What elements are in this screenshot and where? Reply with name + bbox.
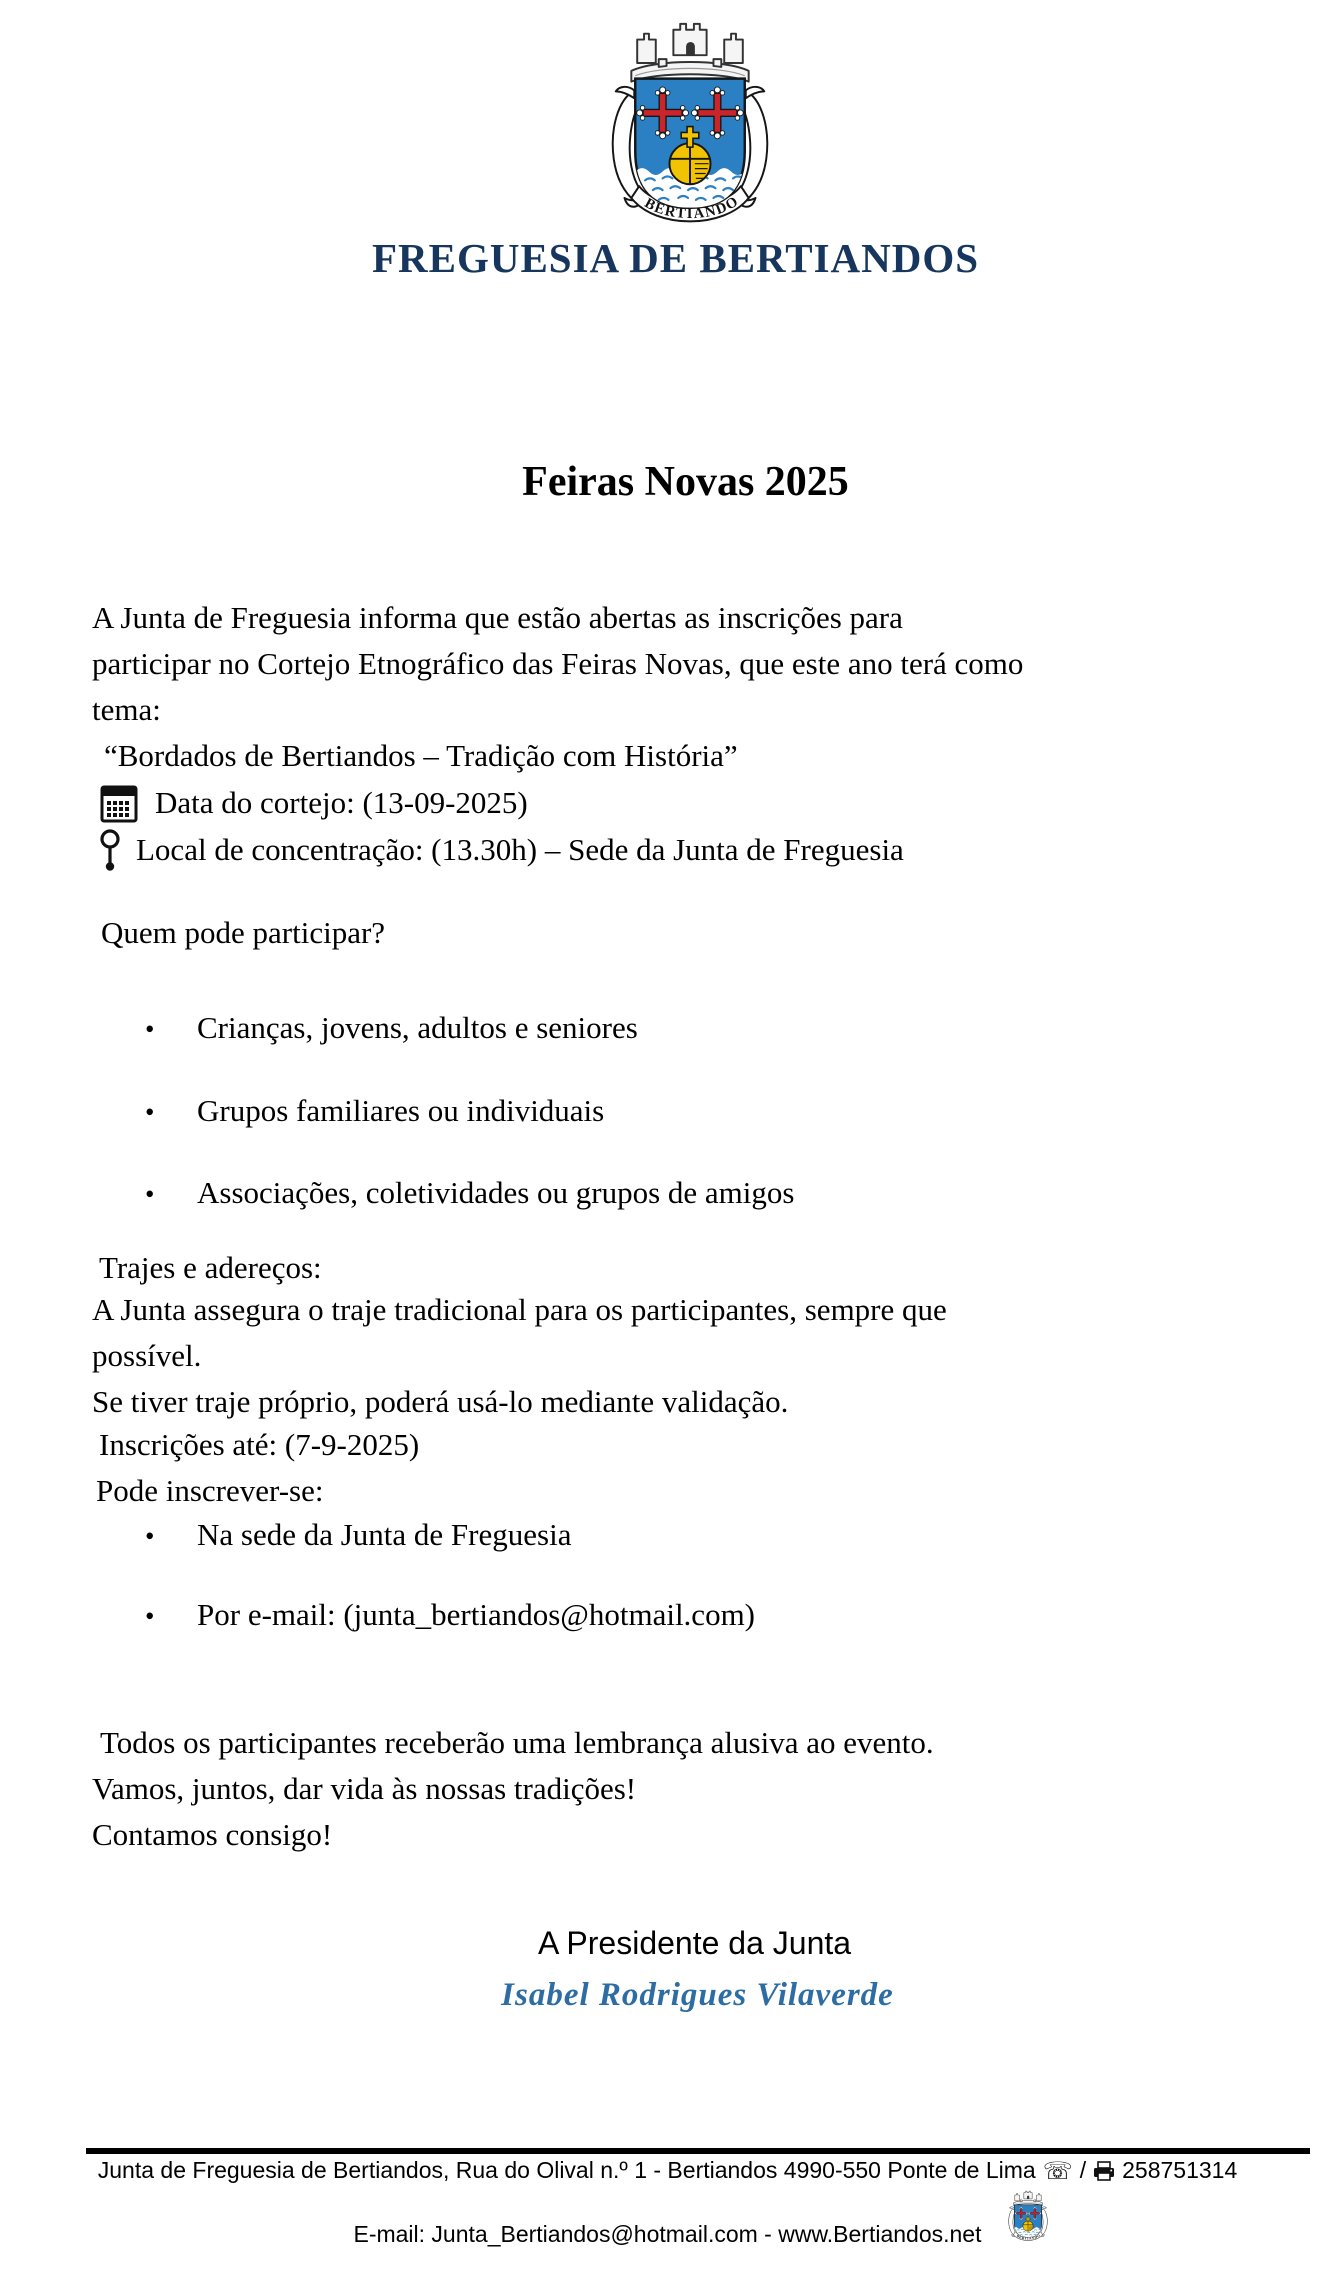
intro-line: A Junta de Freguesia informa que estão abertas as inscrições para (92, 600, 903, 635)
footer-coat-of-arms (1006, 2189, 1050, 2246)
list-item-text: Grupos familiares ou individuais (197, 1093, 605, 1128)
list-item (145, 1091, 604, 1132)
location-pin-icon (100, 828, 120, 872)
list-item (145, 1595, 755, 1636)
intro-line: tema: (92, 692, 161, 727)
calendar-icon (99, 782, 139, 824)
date-line (92, 782, 528, 824)
bullet-icon: • (145, 1521, 155, 1551)
list-item-text: Crianças, jovens, adultos e seniores (197, 1010, 638, 1045)
theme-line: “Bordados de Bertiandos – Tradição com História” (104, 738, 738, 773)
closing-line: Contamos consigo! (92, 1817, 333, 1852)
fax-icon (1093, 2161, 1115, 2181)
date-text: Data do cortejo: (13-09-2025) (155, 785, 528, 820)
footer-phone-number: 258751314 (1122, 2157, 1238, 2183)
list-item-text: Por e-mail: (junta_bertiandos@hotmail.com) (197, 1597, 755, 1632)
page-title: Feiras Novas 2025 (522, 459, 849, 505)
bullet-icon: • (145, 1014, 155, 1044)
register-heading: Pode inscrever-se: (96, 1473, 324, 1508)
closing-line: Vamos, juntos, dar vida às nossas tradições! (92, 1771, 637, 1806)
footer-address: Junta de Freguesia de Bertiandos, Rua do Olival n.º 1 - Bertiandos 4990-550 Ponte de Lima (97, 2157, 1036, 2183)
participation-heading: Quem pode participar? (101, 915, 386, 950)
list-item (145, 1173, 794, 1214)
signature-name: Isabel Rodrigues Vilaverde (501, 1977, 894, 2013)
bullet-icon: • (145, 1097, 155, 1127)
slash-separator: / (1079, 2157, 1087, 2183)
footer-address-line (0, 2157, 1335, 2184)
deadline-line: Inscrições até: (7-9-2025) (99, 1427, 420, 1462)
list-item (145, 1008, 638, 1049)
costumes-heading: Trajes e adereços: (99, 1250, 322, 1285)
organization-name: FREGUESIA DE BERTIANDOS (371, 235, 980, 281)
footer-divider (86, 2148, 1310, 2154)
coat-of-arms (602, 16, 778, 243)
signature-role: A Presidente da Junta (537, 1925, 852, 1961)
list-item (145, 1515, 571, 1556)
bullet-icon: • (145, 1179, 155, 1209)
closing-line: Todos os participantes receberão uma lembrança alusiva ao evento. (100, 1725, 934, 1760)
location-text: Local de concentração: (13.30h) – Sede da Junta de Freguesia (136, 832, 904, 867)
bullet-icon: • (145, 1601, 155, 1631)
location-line (92, 828, 904, 872)
costumes-line: Se tiver traje próprio, poderá usá-lo mediante validação. (92, 1384, 789, 1419)
footer-contacts-line: E-mail: Junta_Bertiandos@hotmail.com - www.Bertiandos.net (353, 2221, 982, 2247)
list-item-text: Na sede da Junta de Freguesia (197, 1517, 572, 1552)
costumes-line: possível. (92, 1338, 202, 1373)
costumes-line: A Junta assegura o traje tradicional para os participantes, sempre que (92, 1292, 947, 1327)
phone-icon: ☏ (1042, 2156, 1073, 2185)
list-item-text: Associações, coletividades ou grupos de amigos (197, 1175, 795, 1210)
intro-line: participar no Cortejo Etnográfico das Feiras Novas, que este ano terá como (92, 646, 1024, 681)
